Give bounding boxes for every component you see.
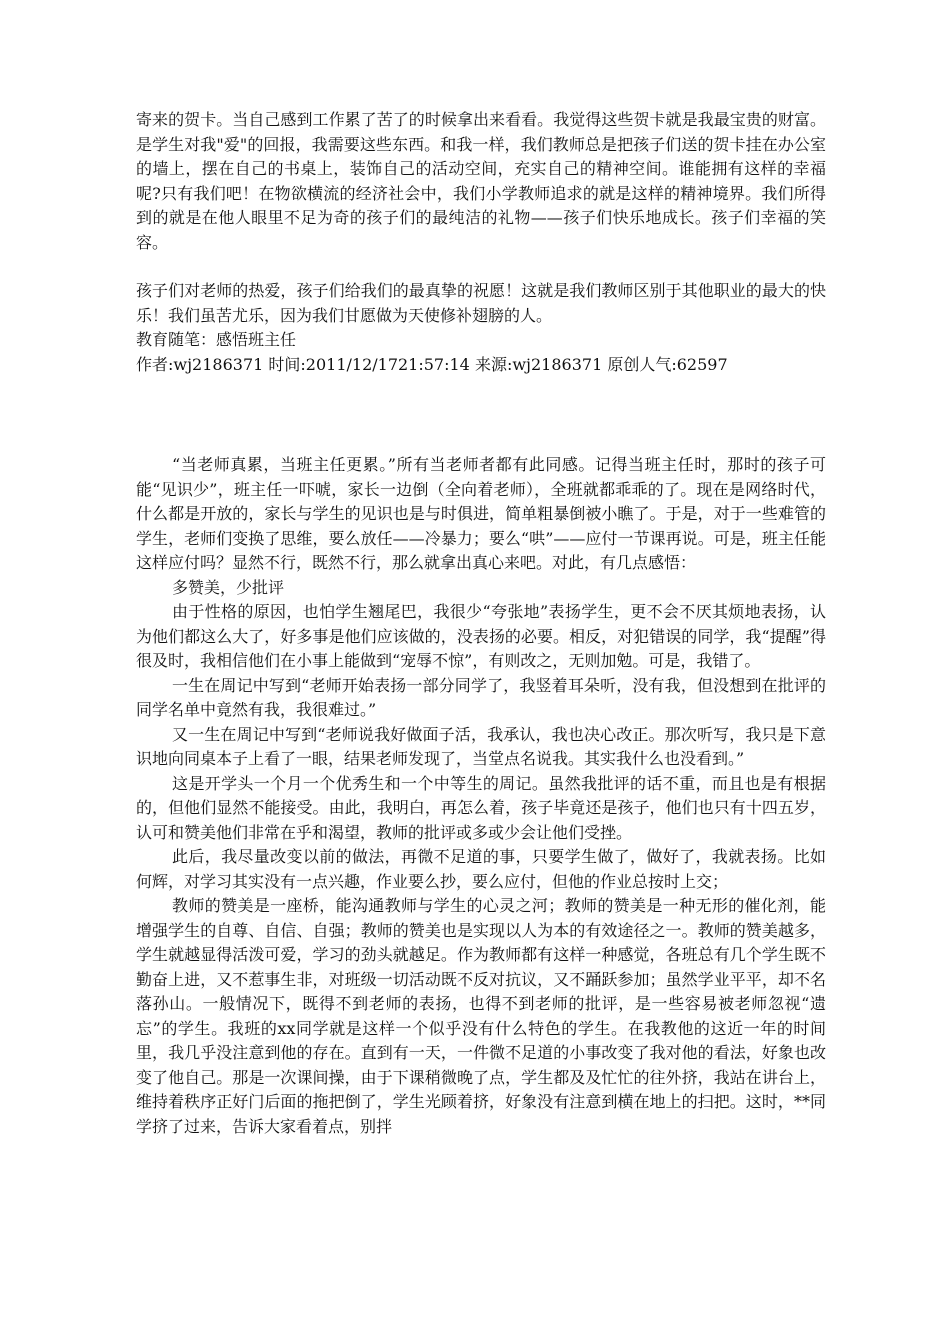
document-page — [136, 108, 826, 1139]
article-meta: 作者:wj2186371 时间:2011/12/1721:57:14 来源:wj2186371 原创人气:62597 — [136, 354, 728, 374]
body-paragraph: 由于性格的原因，也怕学生翘尾巴，我很少“夸张地”表扬学生，更不会不厌其烦地表扬，认为他们都这么大了，好多事是他们应该做的，没表扬的必要。相反，对犯错误的同学，我“提醒”得很及时，我相信他们在小事上能做到“宠辱不惊”，有则改之，无则加勉。可是，我错了。 — [136, 602, 826, 670]
body-paragraph: 一生在周记中写到“老师开始表扬一部分同学了，我竖着耳朵听，没有我，但没想到在批评的同学名单中竟然有我，我很难过。” — [136, 675, 826, 719]
section-heading: 多赞美，少批评 — [172, 577, 285, 597]
body-paragraph: 教师的赞美是一座桥，能沟通教师与学生的心灵之河；教师的赞美是一种无形的催化剂，能增强学生的自尊、自信、自强；教师的赞美也是实现以人为本的有效途径之一。教师的赞美越多，学生就越显得活泼可爱，学习的劲头就越足。作为教师都有这样一种感觉，各班总有几个学生既不勤奋上进，又不惹事生非，对班级一切活动既不反对抗议，又不踊跃参加；虽然学业平平，却不名落孙山。一般情况下，既得不到老师的表扬，也得不到老师的批评，是一些容易被老师忽视“遗忘”的学生。我班的xx同学就是这样一个似乎没有什么特色的学生。在我教他的这近一年的时间里，我几乎没注意到他的存在。直到有一天，一件微不足道的小事改变了我对他的看法，好象也改变了他自己。那是一次课间操，由于下课稍微晚了点，学生都及及忙忙的往外挤，我站在讲台上，维持着秩序正好门后面的拖把倒了，学生光顾着挤，好象没有注意到横在地上的扫把。这时，**同学挤了过来，告诉大家看着点，别拌 — [136, 896, 826, 1136]
body-paragraph: “当老师真累，当班主任更累。”所有当老师者都有此同感。记得当班主任时，那时的孩子可能“见识少”，班主任一吓唬，家长一边倒（全向着老师），全班就都乖乖的了。现在是网络时代，什么都是开放的，家长与学生的见识也是与时俱进，简单粗暴倒被小瞧了。于是，对于一些难管的学生，老师们变换了思维，要么放任——冷暴力；要么“哄”——应付一节课再说。可是，班主任能这样应付吗？显然不行，既然不行，那么就拿出真心来吧。对此，有几点感悟： — [136, 455, 826, 572]
article-title: 教育随笔：感悟班主任 — [136, 330, 297, 349]
body-paragraph: 此后，我尽量改变以前的做法，再微不足道的事，只要学生做了，做好了，我就表扬。比如何辉，对学习其实没有一点兴趣，作业要么抄，要么应付，但他的作业总按时上交； — [136, 847, 826, 891]
body-paragraph: 又一生在周记中写到“老师说我好做面子活，我承认，我也决心改正。那次听写，我只是下意识地向同桌本子上看了一眼，结果老师发现了，当堂点名说我。其实我什么也没看到。” — [136, 724, 826, 768]
closing-paragraph: 孩子们对老师的热爱，孩子们给我们的最真挚的祝愿！这就是我们教师区别于其他职业的最大的快乐！我们虽苦尤乐，因为我们甘愿做为天使修补翅膀的人。 — [136, 281, 826, 325]
body-paragraph: 这是开学头一个月一个优秀生和一个中等生的周记。虽然我批评的话不重，而且也是有根据的，但他们显然不能接受。由此，我明白，再怎么着，孩子毕竟还是孩子，他们也只有十四五岁，认可和赞美他们非常在乎和渴望，教师的批评或多或少会让他们受挫。 — [136, 773, 826, 842]
intro-paragraph: 寄来的贺卡。当自己感到工作累了苦了的时候拿出来看看。我觉得这些贺卡就是我最宝贵的财富。是学生对我"爱"的回报，我需要这些东西。和我一样，我们教师总是把孩子们送的贺卡挂在办公室的墙上，摆在自己的书桌上，装饰自己的活动空间，充实自己的精神空间。谁能拥有这样的幸福呢?只有我们吧！在物欲横流的经济社会中，我们小学教师追求的就是这样的精神境界。我们所得到的就是在他人眼里不足为奇的孩子们的最纯洁的礼物——孩子们快乐地成长。孩子们幸福的笑容。 — [136, 110, 826, 252]
